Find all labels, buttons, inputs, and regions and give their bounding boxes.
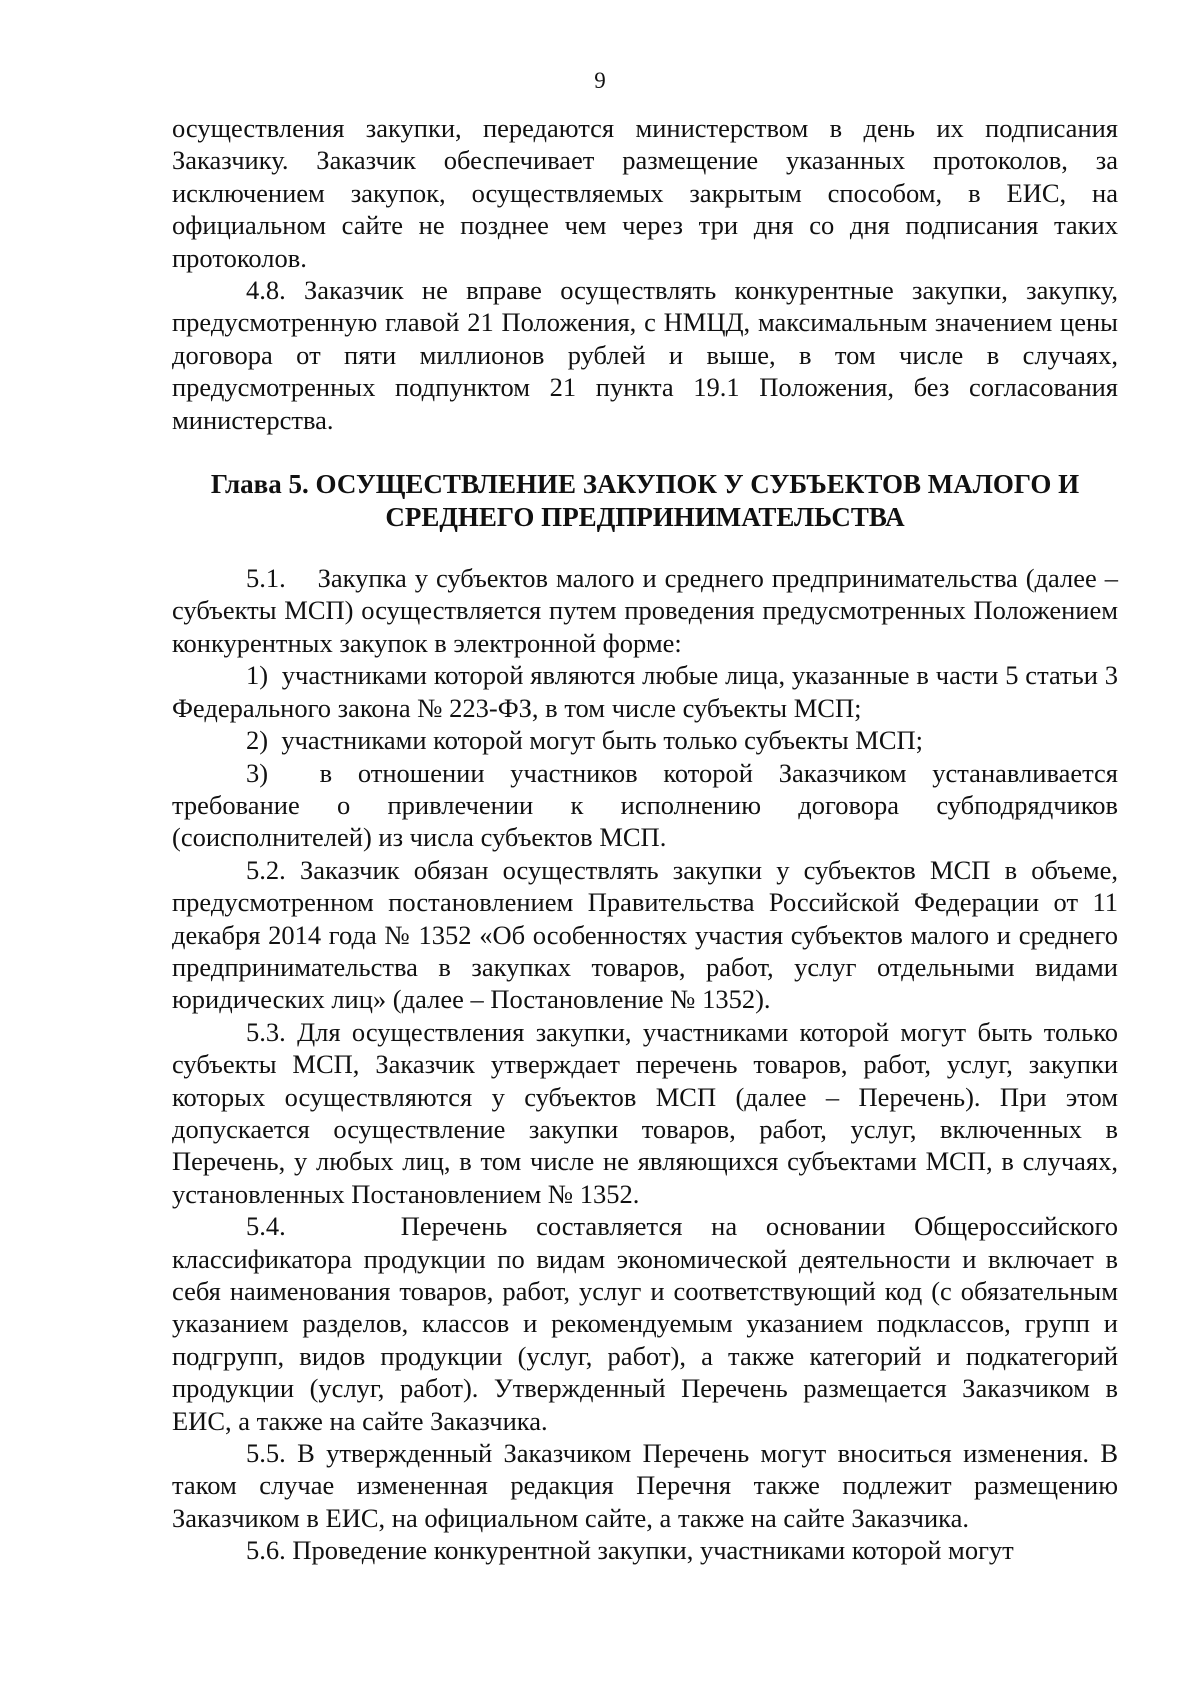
document-body [172, 112, 1125, 1567]
chapter-heading-line-2: СРЕДНЕГО ПРЕДПРИНИМАТЕЛЬСТВА [385, 502, 905, 533]
page-number: 9 [594, 68, 606, 93]
chapter-heading [172, 468, 1118, 534]
paragraph-5-2: 5.2. Заказчик обязан осуществлять закупки у субъектов МСП в объеме, предусмотренном постановлением Правительства Российской Федерации от 11 декабря 2014 года № 1352 «Об особенностях участия субъектов малого и среднего предпринимательства в закупках товаров, работ, услуг отдельными видами юридических лиц» (далее – Постановление № 1352). [172, 854, 1118, 1015]
paragraph-continuation: осуществления закупки, передаются министерством в день их подписания Заказчику. Заказчик обеспечивает размещение указанных протоколов, за исключением закупок, осуществляемых закрытым способом, в ЕИС, на официальном сайте не позднее чем через три дня со дня подписания таких протоколов. [172, 113, 1118, 273]
paragraph-5-6: 5.6. Проведение конкурентной закупки, участниками которой могут [246, 1535, 1014, 1566]
list-item-2: 2) участниками которой могут быть только субъекты МСП; [246, 725, 924, 756]
chapter-heading-line-1: Глава 5. ОСУЩЕСТВЛЕНИЕ ЗАКУПОК У СУБЪЕКТОВ МАЛОГО И [210, 469, 1080, 500]
paragraph-5-4: 5.4. Перечень составляется на основании Общероссийского классификатора продукции по видам экономической деятельности и включает в себя наименования товаров, работ, услуг и соответствующий код (с обязательным указанием разделов, классов и рекомендуемым указанием подклассов, групп и подгрупп, видов продукции (услуг, работ), а также категорий и подкатегорий продукции (услуг, работ). Утвержденный Перечень размещается Заказчиком в ЕИС, а также на сайте Заказчика. [172, 1211, 1125, 1436]
paragraph-5-5: 5.5. В утвержденный Заказчиком Перечень могут вноситься изменения. В таком случае измененная редакция Перечня также подлежит размещению Заказчиком в ЕИС, на официальном сайте, а также на сайте Заказчика. [172, 1438, 1118, 1533]
paragraph-5-1: 5.1. Закупка у субъектов малого и среднего предпринимательства (далее – субъекты МСП) осуществляется путем проведения предусмотренных Положением конкурентных закупок в электронной форме: [172, 563, 1125, 658]
list-item-3: 3) в отношении участников которой Заказчиком устанавливается требование о привлечении к исполнению договора субподрядчиков (соисполнителей) из числа субъектов МСП. [172, 757, 1125, 853]
list-item-1: 1) участниками которой являются любые лица, указанные в части 5 статьи 3 Федерального закона № 223-ФЗ, в том числе субъекты МСП; [172, 660, 1125, 723]
paragraph-5-3: 5.3. Для осуществления закупки, участниками которой могут быть только субъекты МСП, Заказчик утверждает перечень товаров, работ, услуг, закупки которых осуществляются у субъектов МСП (далее – Перечень). При этом допускается осуществление закупки товаров, работ, услуг, включенных в Перечень, у любых лиц, в том числе не являющихся субъектами МСП, в случаях, установленных Постановлением № 1352. [172, 1016, 1118, 1209]
paragraph-4-8: 4.8. Заказчик не вправе осуществлять конкурентные закупки, закупку, предусмотренную главой 21 Положения, с НМЦД, максимальным значением цены договора от пяти миллионов рублей и выше, в том числе в случаях, предусмотренных подпунктом 21 пункта 19.1 Положения, без согласования министерства. [172, 275, 1118, 435]
